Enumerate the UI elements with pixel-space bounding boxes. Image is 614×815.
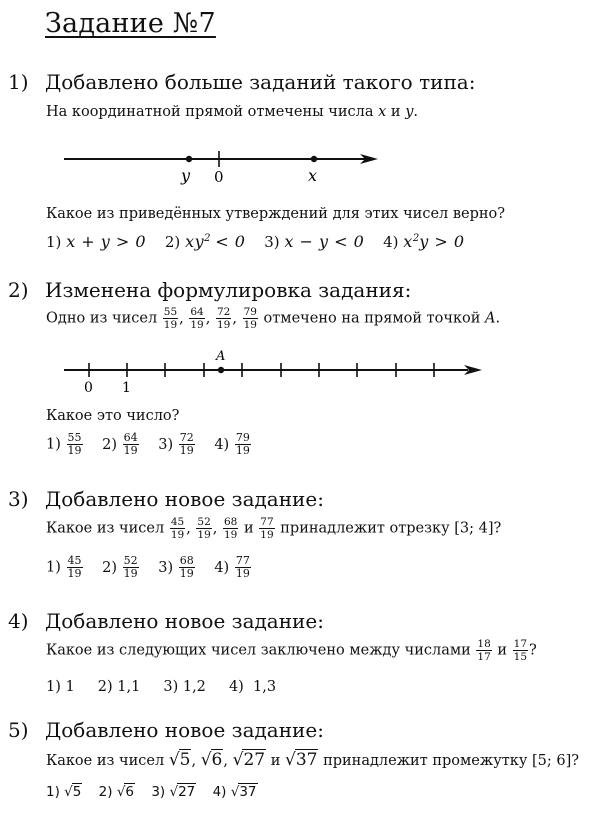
section-4-heading: Добавлено новое задание: xyxy=(45,609,324,633)
label-one: 1 xyxy=(122,380,131,396)
section-5-heading: Добавлено новое задание: xyxy=(45,718,324,742)
point-x xyxy=(311,156,317,162)
section-2-number: 2) xyxy=(8,278,29,302)
section-1-number: 1) xyxy=(8,70,29,94)
section-3-options: 1) $\frac{45}{19}$ 2) $\frac{52}{19}$ 3) $\frac{68}{19}$ 4) $\frac{77}{19}$ xyxy=(46,554,250,580)
point-a xyxy=(218,367,224,373)
number-line-1 xyxy=(60,145,390,190)
section-1-options: 1) x + y > 0 2) $xy^2 < 0$ 3) x − y < 0 4) $x^2y > 0$ xyxy=(46,232,465,251)
section-1-question-2: Какое из приведённых утверждений для этих чисел верно? xyxy=(46,206,506,222)
section-3-heading: Добавлено новое задание: xyxy=(45,487,324,511)
section-1-heading: Добавлено больше заданий такого типа: xyxy=(45,70,476,94)
section-2-question: Одно из чисел $\frac{55}{19}$ , $\frac{64}{19}$ , $\frac{72}{19}$ , $\frac{79}{19}$ отмечено на прямой точкой A. xyxy=(46,306,501,331)
section-2-heading: Изменена формулировка задания: xyxy=(45,278,412,302)
point-y xyxy=(186,156,192,162)
label-a: A xyxy=(216,349,226,364)
section-2-options: 1) $\frac{55}{19}$ 2) $\frac{64}{19}$ 3) $\frac{72}{19}$ 4) $\frac{79}{19}$ xyxy=(46,431,250,457)
section-4-options: 1) 1 2) 1,1 3) 1,2 4) 1,3 xyxy=(46,679,277,695)
fraction: $\frac{55}{19}$ xyxy=(163,306,178,331)
label-zero: 0 xyxy=(214,168,224,186)
fraction: $\frac{64}{19}$ xyxy=(190,306,204,331)
section-4-question: Какое из следующих чисел заключено между числами $\frac{18}{17}$ и $\frac{17}{15}$ ? xyxy=(46,638,537,663)
number-line-2 xyxy=(60,348,490,398)
section-3-number: 3) xyxy=(8,487,29,511)
fraction: $\frac{79}{19}$ xyxy=(243,306,257,331)
fraction: $\frac{72}{19}$ xyxy=(216,306,231,331)
label-x: x xyxy=(308,166,318,185)
page-title: Задание №7 xyxy=(45,8,216,39)
section-5-number: 5) xyxy=(8,718,29,742)
label-y: y xyxy=(181,166,191,185)
section-2-question-2: Какое это число? xyxy=(46,408,180,424)
label-zero: 0 xyxy=(84,380,93,396)
section-5-question: Какое из чисел √5, √6, √27 и √37 принадлежит промежутку [5; 6]? xyxy=(46,750,580,770)
section-1-question: На координатной прямой отмечены числа x и y. xyxy=(46,104,418,120)
section-5-options: 1) √5 2) √6 3) √27 4) √37 xyxy=(46,784,257,800)
section-4-number: 4) xyxy=(8,609,29,633)
section-3-question: Какое из чисел $\frac{45}{19}$ , $\frac{52}{19}$ , $\frac{68}{19}$ и $\frac{77}{19}$ принадлежит отрезку [3; 4]? xyxy=(46,516,502,541)
